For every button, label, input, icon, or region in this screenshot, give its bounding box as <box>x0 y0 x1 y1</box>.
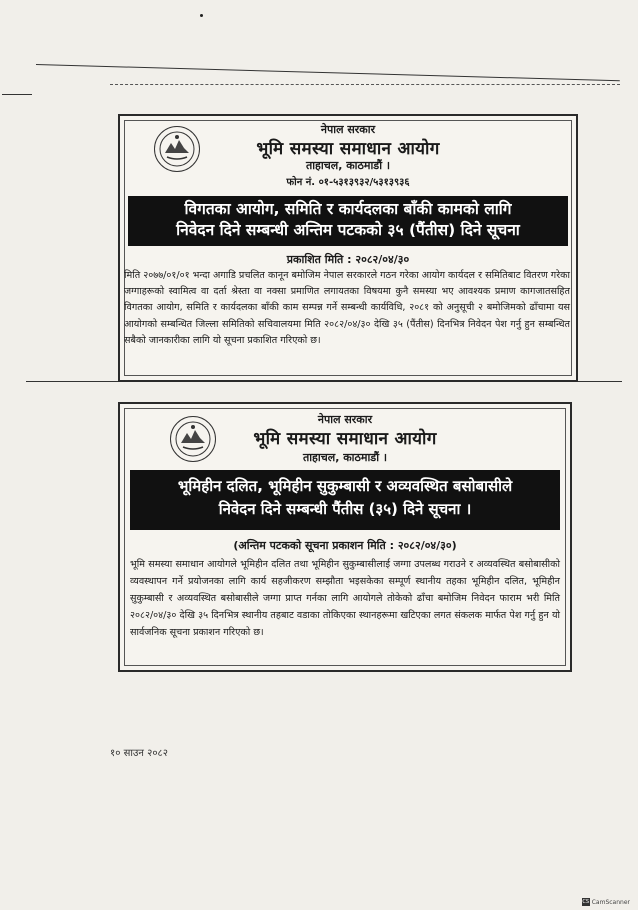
notice-2-government: नेपाल सरकार <box>317 413 373 426</box>
notice-2-address: ताहाचल, काठमाडौं । <box>302 451 388 464</box>
camscanner-label: CamScanner <box>591 898 630 906</box>
scan-edge-line-left <box>2 94 32 95</box>
notice-1-banner <box>128 196 568 246</box>
notice-1-banner-line1: विगतका आयोग, समिति र कार्यदलका बाँकी कामको लागि <box>184 200 512 218</box>
notice-1 <box>118 114 578 382</box>
scan-edge-line <box>36 64 620 81</box>
notice-2-office: भूमि समस्या समाधान आयोग <box>253 429 437 449</box>
page-dot <box>200 14 203 17</box>
notice-2 <box>118 402 572 672</box>
notice-1-body: मिति २०७७/०१/०१ भन्दा अगाडि प्रचलित कानून बमोजिम नेपाल सरकारले गठन गरेका आयोग कार्यदल र समितिबाट वितरण गरेका जग्गाहरूको स्वामित्व वा दर्ता श्रेस्ता वा नक्सा प्रमाणित लगायतका विषयमा कुनै समस्या भए आवश्यक प्रमाण कागजातसहित विगतका आयोग, समिति र कार्यदलका बाँकी काम सम्पन्न गर्ने सम्बन्धी कार्यविधि, २०८१ को अनुसूची २ बमोजिमको ढाँचामा यस आयोगको सम्बन्धित जिल्ला समितिको सचिवालयमा मिति २०८२/०४/३० देखि ३५ (पैंतीस) दिनभित्र निवेदन पेश गर्नु हुन सम्बन्धित सबैको जानकारीका लागि यो सूचना प्रकाशित गरिएको छ। <box>124 270 570 346</box>
notice-1-published-date: प्रकाशित मिति : २०८२/०४/३० <box>286 253 410 266</box>
notice-1-phone: फोन नं. ०१-५३१३९३२/५३१३९३६ <box>286 177 410 188</box>
notice-2-banner-line2: निवेदन दिने सम्बन्धी पैंतीस (३५) दिने सूचना । <box>218 500 472 519</box>
camscanner-icon: CS <box>582 899 590 905</box>
notice-2-published-date: (अन्तिम पटकको सूचना प्रकाशन मिति : २०८२/०४/३०) <box>233 539 457 552</box>
notice-2-body: भूमि समस्या समाधान आयोगले भूमिहीन दलित तथा भूमिहीन सुकुम्बासीलाई जग्गा उपलब्ध गराउने र अव्यवस्थित बसोबासीको व्यवस्थापन गर्ने प्रयोजनका लागि कार्य सहजीकरण सम्झौता भइसकेका सम्पूर्ण स्थानीय तहका भूमिहीन दलित, भूमिहीन सुकुम्बासी र अव्यवस्थित बसोबासीले जग्गा प्राप्त गर्नका लागि आयोगले तोकेको ढाँचा बमोजिम निवेदन फाराम भरी मिति २०८२/०४/३० देखि ३५ दिनभित्र स्थानीय तहबाट वडाका तोकिएका स्थानहरूमा खटिएका लगत संकलक मार्फत पेश गर्नु हुन यो सार्वजनिक सूचना प्रकाशन गरिएको छ। <box>130 559 560 638</box>
scan-dash-line <box>110 84 620 86</box>
notice-1-government: नेपाल सरकार <box>320 123 376 136</box>
notice-2-banner-line1: भूमिहीन दलित, भूमिहीन सुकुम्बासी र अव्यवस्थित बसोबासीले <box>177 477 513 495</box>
camscanner-watermark <box>582 898 630 906</box>
handwritten-date: १० साउन २०८२ <box>110 748 168 759</box>
notice-1-banner-line2: निवेदन दिने सम्बन्धी अन्तिम पटकको ३५ (पैंतीस) दिने सूचना <box>176 220 520 239</box>
notice-2-banner <box>130 470 560 530</box>
notice-1-office: भूमि समस्या समाधान आयोग <box>256 139 440 159</box>
notice-1-address: ताहाचल, काठमाडौं । <box>305 159 391 172</box>
